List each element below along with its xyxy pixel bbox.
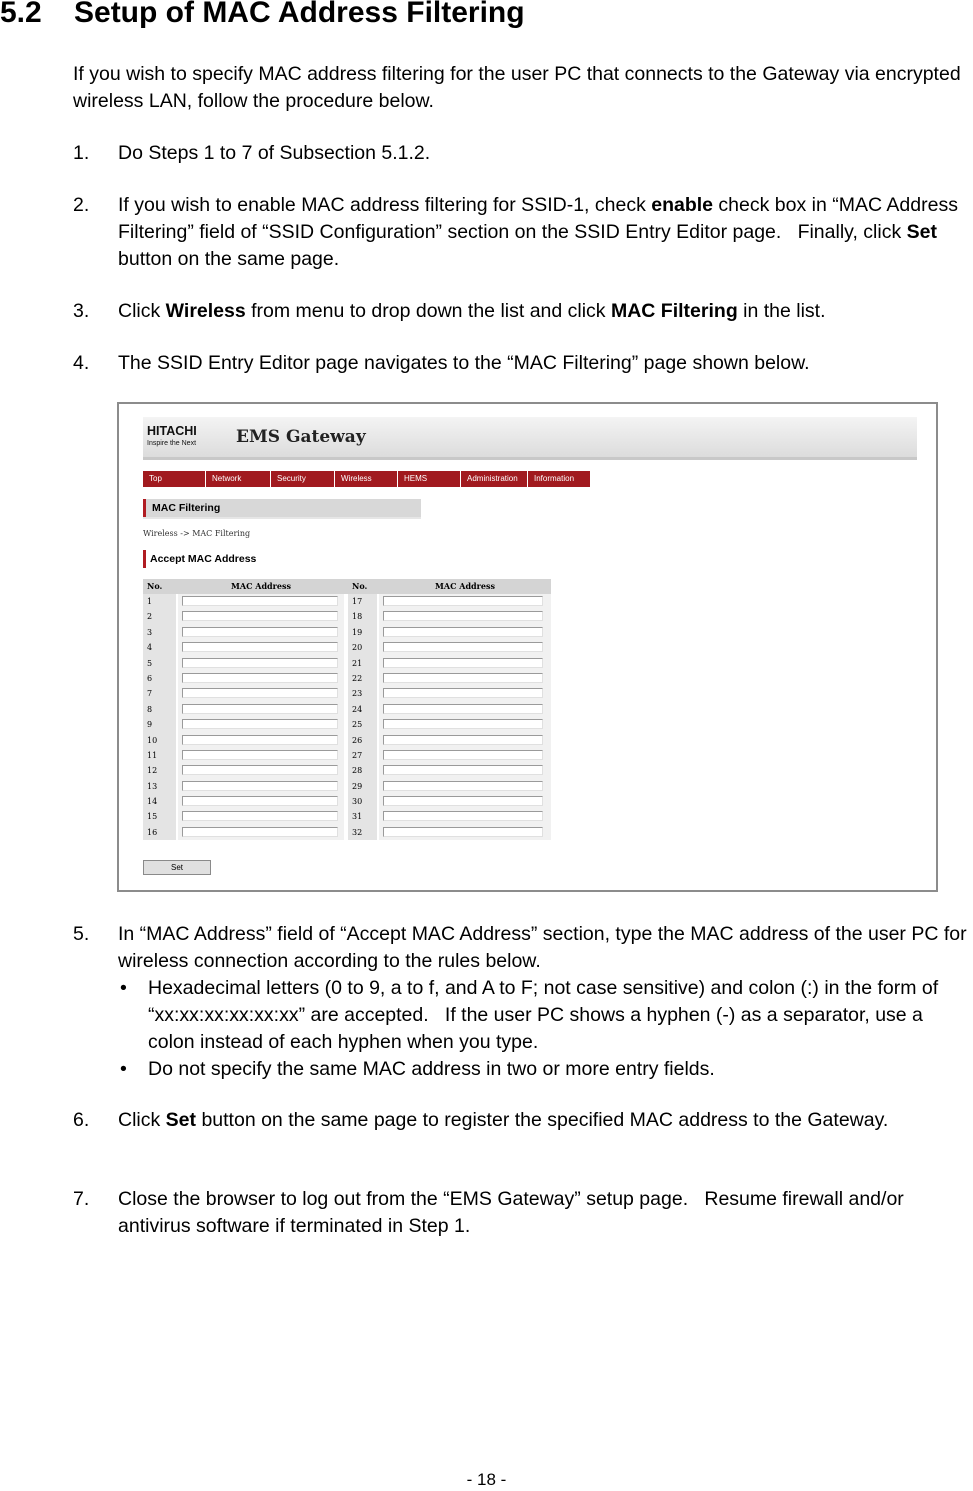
row-number: 22 <box>348 671 377 686</box>
mac-address-input[interactable] <box>182 611 338 621</box>
mac-cell <box>379 594 551 609</box>
row-number: 9 <box>143 717 176 732</box>
mac-address-input[interactable] <box>383 642 543 652</box>
mac-cell <box>178 825 344 840</box>
mac-cell <box>178 733 344 748</box>
mac-cell <box>178 763 344 778</box>
mac-address-input[interactable] <box>182 750 338 760</box>
mac-cell <box>379 656 551 671</box>
table-row <box>143 825 551 840</box>
mac-cell <box>178 702 344 717</box>
mac-cell <box>379 779 551 794</box>
row-number: 31 <box>348 809 377 824</box>
app-title: EMS Gateway <box>236 427 366 447</box>
bold-run: Set <box>165 1109 197 1131</box>
mac-cell <box>178 609 344 624</box>
row-number: 2 <box>143 609 176 624</box>
mac-address-input[interactable] <box>383 719 543 729</box>
bullet-text: Do not specify the same MAC address in two or more entry fields. <box>148 1058 715 1080</box>
nav-item-network[interactable]: Network <box>206 471 271 487</box>
row-number: 1 <box>143 594 176 609</box>
row-number: 4 <box>143 640 176 655</box>
step-number: 1. <box>73 142 90 164</box>
mac-cell <box>379 717 551 732</box>
divider <box>143 517 421 519</box>
row-number: 13 <box>143 779 176 794</box>
row-number: 21 <box>348 656 377 671</box>
mac-address-input[interactable] <box>383 811 543 821</box>
text-run: If you wish to enable MAC address filtering for SSID-1, check <box>118 194 652 216</box>
table-row <box>143 702 551 717</box>
table-row <box>143 794 551 809</box>
step-text: Close the browser to log out from the “EMS Gateway” setup page. Resume firewall and/or antivirus software if terminated in Step 1. <box>118 1188 904 1237</box>
mac-address-input[interactable] <box>383 781 543 791</box>
text-run: check box in “MAC Address Filtering” field of “SSID Configuration” section on the SSID Entry Editor page. Finally, click <box>118 194 958 243</box>
row-number: 6 <box>143 671 176 686</box>
section-heading <box>0 0 525 30</box>
nav-item-information[interactable]: Information <box>528 471 591 487</box>
mac-cell <box>379 748 551 763</box>
text-run: Click <box>118 1109 166 1131</box>
table-row <box>143 717 551 732</box>
bold-run: Wireless <box>165 300 246 322</box>
step-text <box>118 298 973 325</box>
table-row <box>143 748 551 763</box>
table-row <box>143 609 551 624</box>
mac-address-input[interactable] <box>383 688 543 698</box>
row-number: 30 <box>348 794 377 809</box>
mac-filtering-screenshot <box>117 402 938 892</box>
mac-address-input[interactable] <box>182 827 338 837</box>
column-header-no: No. <box>348 579 377 594</box>
mac-address-input[interactable] <box>383 596 543 606</box>
page-number: - 18 - <box>466 1470 507 1489</box>
bullet-text: Hexadecimal letters (0 to 9, a to f, and A to F; not case sensitive) and colon (:) in the form of “xx:xx:xx:xx:xx:xx” are accepted. If the user PC shows a hyphen (-) as a separator, use a colon instead of each hyphen when you type. <box>148 977 939 1053</box>
mac-cell <box>379 763 551 778</box>
row-number: 28 <box>348 763 377 778</box>
logo-tagline: Inspire the Next <box>147 440 197 447</box>
section-number: 5.2 <box>0 0 42 29</box>
nav-bar <box>143 471 591 487</box>
table-row <box>143 763 551 778</box>
table-row <box>143 686 551 701</box>
mac-cell <box>178 748 344 763</box>
mac-cell <box>379 809 551 824</box>
row-number: 15 <box>143 809 176 824</box>
table-row <box>143 625 551 640</box>
mac-address-input[interactable] <box>182 796 338 806</box>
row-number: 32 <box>348 825 377 840</box>
mac-address-input[interactable] <box>182 627 338 637</box>
nav-item-security[interactable]: Security <box>271 471 335 487</box>
row-number: 3 <box>143 625 176 640</box>
column-header-mac: MAC Address <box>178 579 344 594</box>
row-number: 24 <box>348 702 377 717</box>
table-row <box>143 733 551 748</box>
row-number: 25 <box>348 717 377 732</box>
row-number: 11 <box>143 748 176 763</box>
row-number: 8 <box>143 702 176 717</box>
intro-paragraph: If you wish to specify MAC address filtering for the user PC that connects to the Gateway via encrypted wireless LAN, follow the procedure below. <box>73 63 961 112</box>
step-text <box>118 192 958 273</box>
step-number: 6. <box>73 1109 90 1131</box>
mac-address-input[interactable] <box>383 673 543 683</box>
table-header <box>143 579 551 594</box>
hitachi-logo <box>147 426 197 449</box>
mac-address-input[interactable] <box>182 704 338 714</box>
step-text: In “MAC Address” field of “Accept MAC Address” section, type the MAC address of the user PC for wireless connection according to the rules below. <box>118 923 967 972</box>
mac-cell <box>178 717 344 732</box>
text-run: button on the same page. <box>118 248 340 270</box>
mac-address-input[interactable] <box>383 827 543 837</box>
mac-cell <box>178 656 344 671</box>
logo-text: HITACHI <box>147 424 197 438</box>
mac-address-input[interactable] <box>383 627 543 637</box>
bold-run: MAC Filtering <box>610 300 738 322</box>
step-number: 5. <box>73 923 90 945</box>
step-number: 7. <box>73 1188 90 1210</box>
mac-address-input[interactable] <box>182 735 338 745</box>
mac-address-input[interactable] <box>182 642 338 652</box>
mac-address-input[interactable] <box>182 688 338 698</box>
nav-item-administration[interactable]: Administration <box>461 471 528 487</box>
mac-address-input[interactable] <box>182 719 338 729</box>
mac-address-input[interactable] <box>182 765 338 775</box>
table-row <box>143 594 551 609</box>
nav-item-top[interactable]: Top <box>143 471 206 487</box>
mac-address-input[interactable] <box>383 611 543 621</box>
row-number: 5 <box>143 656 176 671</box>
row-number: 23 <box>348 686 377 701</box>
text-run: in the list. <box>737 300 826 322</box>
app-header <box>143 417 917 460</box>
text-run: from menu to drop down the list and click <box>245 300 611 322</box>
mac-cell <box>178 809 344 824</box>
text-run: button on the same page to register the specified MAC address to the Gateway. <box>196 1109 889 1131</box>
breadcrumb: Wireless -> MAC Filtering <box>143 529 251 538</box>
mac-address-input[interactable] <box>182 781 338 791</box>
column-header-mac: MAC Address <box>379 579 551 594</box>
mac-address-input[interactable] <box>383 704 543 714</box>
mac-address-input[interactable] <box>383 750 543 760</box>
row-number: 20 <box>348 640 377 655</box>
step-text <box>118 1107 938 1134</box>
mac-cell <box>178 686 344 701</box>
mac-cell <box>178 594 344 609</box>
row-number: 26 <box>348 733 377 748</box>
step-number: 3. <box>73 300 90 322</box>
table-row <box>143 809 551 824</box>
step-text: Do Steps 1 to 7 of Subsection 5.1.2. <box>118 142 431 164</box>
mac-address-input[interactable] <box>182 673 338 683</box>
row-number: 27 <box>348 748 377 763</box>
row-number: 16 <box>143 825 176 840</box>
step-body <box>118 921 973 1083</box>
text-run: Click <box>118 300 166 322</box>
mac-cell <box>178 625 344 640</box>
row-number: 14 <box>143 794 176 809</box>
mac-cell <box>379 733 551 748</box>
mac-address-input[interactable] <box>383 796 543 806</box>
mac-cell <box>379 640 551 655</box>
row-number: 29 <box>348 779 377 794</box>
row-number: 12 <box>143 763 176 778</box>
mac-cell <box>379 686 551 701</box>
mac-address-input[interactable] <box>182 596 338 606</box>
table-row <box>143 671 551 686</box>
bullet-item <box>118 975 973 1056</box>
table-row <box>143 656 551 671</box>
mac-address-input[interactable] <box>383 765 543 775</box>
row-number: 19 <box>348 625 377 640</box>
row-number: 18 <box>348 609 377 624</box>
bullet-item <box>118 1056 973 1083</box>
step-text: The SSID Entry Editor page navigates to the “MAC Filtering” page shown below. <box>118 352 810 374</box>
mac-cell <box>379 625 551 640</box>
bold-run: enable <box>651 194 714 216</box>
row-number: 17 <box>348 594 377 609</box>
mac-address-table <box>143 579 551 840</box>
bullet-glyph: • <box>120 1058 127 1080</box>
mac-address-input[interactable] <box>182 811 338 821</box>
mac-cell <box>178 794 344 809</box>
nav-item-hems[interactable]: HEMS <box>398 471 461 487</box>
mac-cell <box>178 779 344 794</box>
mac-cell <box>379 671 551 686</box>
row-number: 7 <box>143 686 176 701</box>
nav-item-wireless[interactable]: Wireless <box>335 471 398 487</box>
mac-address-input[interactable] <box>182 658 338 668</box>
step-number: 4. <box>73 352 90 374</box>
section-title: Accept MAC Address <box>143 550 256 568</box>
bullet-glyph: • <box>120 977 127 999</box>
table-row <box>143 640 551 655</box>
mac-cell <box>178 640 344 655</box>
bold-run: Set <box>906 221 937 243</box>
mac-cell <box>178 671 344 686</box>
mac-cell <box>379 609 551 624</box>
table-row <box>143 779 551 794</box>
mac-cell <box>379 702 551 717</box>
row-number: 10 <box>143 733 176 748</box>
mac-address-input[interactable] <box>383 735 543 745</box>
mac-cell <box>379 825 551 840</box>
step-number: 2. <box>73 194 90 216</box>
mac-address-input[interactable] <box>383 658 543 668</box>
section-title: Setup of MAC Address Filtering <box>74 0 525 29</box>
column-header-no: No. <box>143 579 176 594</box>
page-title: MAC Filtering <box>143 499 421 517</box>
mac-cell <box>379 794 551 809</box>
set-button[interactable]: Set <box>143 860 211 875</box>
